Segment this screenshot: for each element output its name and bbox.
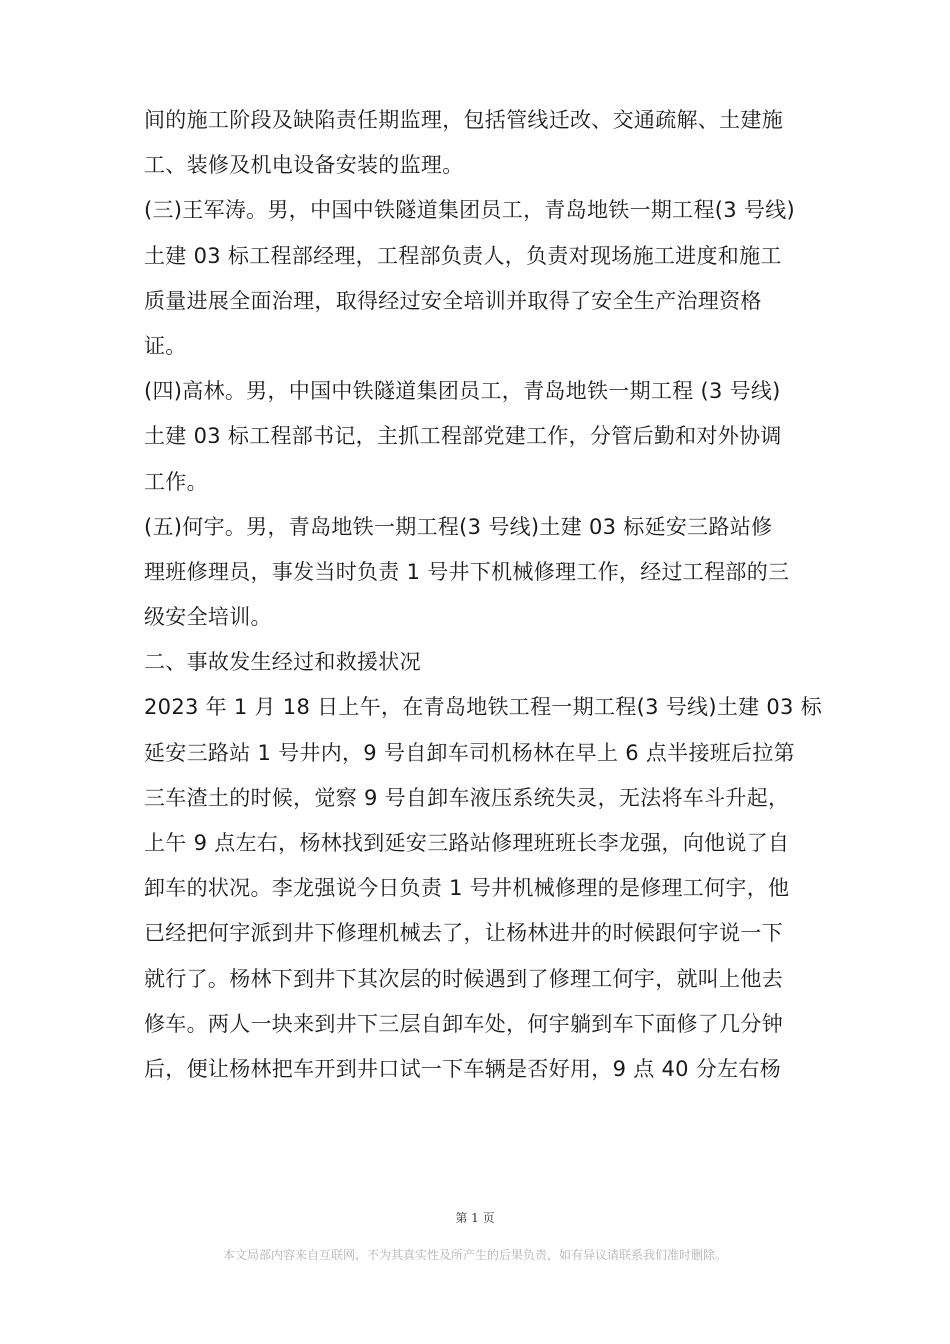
text-line: 土建 03 标工程部书记，主抓工程部党建工作，分管后勤和对外协调: [144, 424, 782, 449]
text-line: (五)何宇。男，青岛地铁一期工程(3 号线)土建 03 标延安三路站修: [144, 514, 773, 539]
text-line: 延安三路站 1 号井内，9 号自卸车司机杨林在早上 6 点半接班后拉第: [144, 740, 795, 765]
text-line: 2023 年 1 月 18 日上午，在青岛地铁工程一期工程(3 号线)土建 03 标: [144, 695, 822, 720]
text-line: 间的施工阶段及缺陷责任期监理，包括管线迁改、交通疏解、土建施: [144, 108, 783, 132]
text-line: 证。: [144, 333, 187, 358]
page-number: 第 1 页: [455, 1211, 495, 1225]
text-line: 就行了。杨林下到井下其次层的时候遇到了修理工何宇，就叫上他去: [144, 966, 783, 991]
text-line: 土建 03 标工程部经理，工程部负责人，负责对现场施工进度和施工: [144, 243, 782, 268]
text-line: 上午 9 点左右，杨林找到延安三路站修理班班长李龙强，向他说了自: [144, 831, 790, 855]
text-line: (三)王军涛。男，中国中铁隧道集团员工，青岛地铁一期工程(3 号线): [144, 198, 796, 223]
text-line: 三车渣土的时候，觉察 9 号自卸车液压系统失灵，无法将车斗升起，: [144, 785, 790, 810]
text-line: 卸车的状况。李龙强说今日负责 1 号井机械修理的是修理工何宇，他: [144, 876, 790, 901]
text-line: 已经把何宇派到井下修理机械去了，让杨林进井的时候跟何宇说一下: [144, 921, 783, 946]
text-line: 后，便让杨林把车开到井口试一下车辆是否好用，9 点 40 分左右杨: [144, 1056, 782, 1081]
text-line: (四)高林。男，中国中铁隧道集团员工，青岛地铁一期工程 (3 号线): [144, 379, 781, 404]
text-line: 工、装修及机电设备安装的监理。: [144, 153, 464, 178]
text-line: 质量进展全面治理，取得经过安全培训并取得了安全生产治理资格: [144, 288, 762, 313]
text-line: 工作。: [144, 469, 208, 494]
text-line: 级安全培训。: [144, 605, 272, 630]
text-line: 修车。两人一块来到井下三层自卸车处，何宇躺到车下面修了几分钟: [144, 1011, 783, 1036]
document-body: [144, 98, 822, 1092]
text-line: 理班修理员，事发当时负责 1 号井下机械修理工作，经过工程部的三: [144, 559, 790, 584]
section-heading: 二、事故发生经过和救援状况: [144, 650, 421, 675]
footer-disclaimer: 本文局部内容来自互联网，不为其真实性及所产生的后果负责，如有异议请联系我们准时删除。: [222, 1248, 727, 1262]
